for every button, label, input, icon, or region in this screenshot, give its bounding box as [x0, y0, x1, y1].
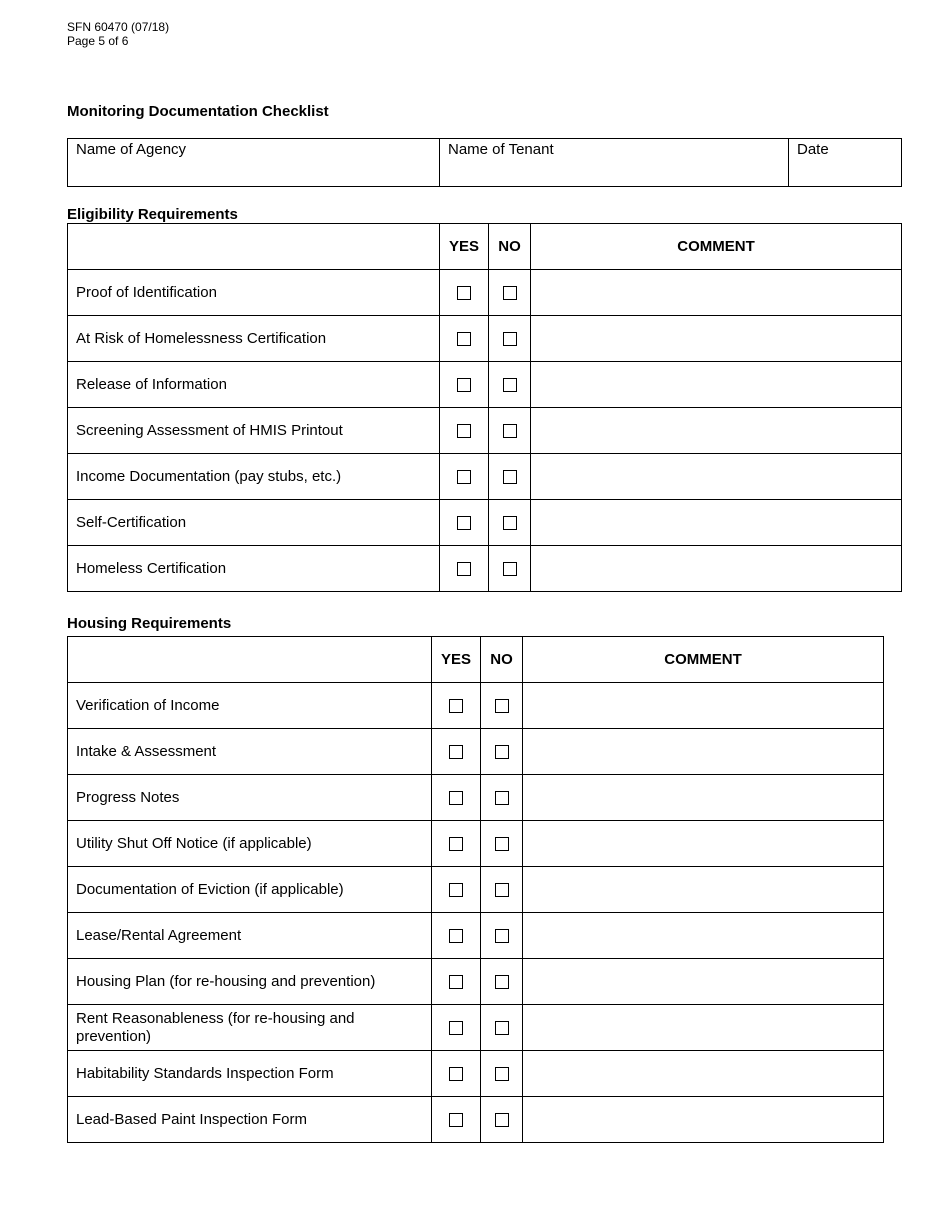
housing-yes-checkbox[interactable] — [449, 1067, 463, 1081]
eligibility-yes-checkbox[interactable] — [457, 516, 471, 530]
housing-yes-checkbox[interactable] — [449, 791, 463, 805]
eligibility-header-yes: YES — [440, 224, 489, 270]
housing-table — [67, 636, 884, 1143]
housing-item-label — [68, 1051, 432, 1097]
housing-row — [68, 821, 884, 867]
eligibility-item-text: Release of Information — [76, 375, 227, 393]
housing-comment-field[interactable] — [523, 821, 884, 867]
eligibility-no-checkbox[interactable] — [503, 516, 517, 530]
eligibility-yes-cell — [440, 500, 489, 546]
eligibility-comment-field[interactable] — [531, 362, 902, 408]
housing-row — [68, 867, 884, 913]
housing-yes-checkbox[interactable] — [449, 837, 463, 851]
eligibility-yes-cell — [440, 546, 489, 592]
housing-yes-cell — [432, 775, 481, 821]
eligibility-no-cell — [489, 270, 531, 316]
eligibility-item-text: At Risk of Homelessness Certification — [76, 329, 327, 347]
eligibility-item-text: Proof of Identification — [76, 283, 217, 301]
eligibility-yes-cell — [440, 362, 489, 408]
housing-no-cell — [481, 1051, 523, 1097]
eligibility-no-checkbox[interactable] — [503, 332, 517, 346]
housing-no-checkbox[interactable] — [495, 929, 509, 943]
eligibility-yes-checkbox[interactable] — [457, 332, 471, 346]
eligibility-comment-field[interactable] — [531, 408, 902, 454]
eligibility-no-checkbox[interactable] — [503, 562, 517, 576]
housing-item-label — [68, 1005, 432, 1051]
eligibility-row — [68, 316, 902, 362]
page-number: Page 5 of 6 — [67, 34, 129, 48]
housing-item-label — [68, 775, 432, 821]
housing-no-checkbox[interactable] — [495, 1021, 509, 1035]
eligibility-item-text: Homeless Certification — [76, 559, 227, 577]
housing-no-cell — [481, 913, 523, 959]
eligibility-no-checkbox[interactable] — [503, 424, 517, 438]
page-title: Monitoring Documentation Checklist — [67, 103, 329, 120]
date-label: Date — [797, 141, 829, 158]
housing-yes-checkbox[interactable] — [449, 883, 463, 897]
agency-field[interactable] — [68, 139, 440, 187]
housing-header-comment: COMMENT — [523, 637, 884, 683]
housing-yes-cell — [432, 729, 481, 775]
eligibility-row — [68, 270, 902, 316]
housing-item-text: Lead-Based Paint Inspection Form — [76, 1110, 307, 1128]
eligibility-header-blank — [68, 224, 440, 270]
housing-comment-field[interactable] — [523, 1097, 884, 1143]
eligibility-title: Eligibility Requirements — [67, 206, 238, 223]
housing-yes-checkbox[interactable] — [449, 1021, 463, 1035]
housing-yes-cell — [432, 913, 481, 959]
housing-item-text: Lease/Rental Agreement — [76, 926, 242, 944]
eligibility-no-cell — [489, 454, 531, 500]
housing-yes-checkbox[interactable] — [449, 745, 463, 759]
eligibility-item-label — [68, 546, 440, 592]
eligibility-yes-cell — [440, 270, 489, 316]
eligibility-no-cell — [489, 546, 531, 592]
form-header — [67, 20, 169, 48]
info-table — [67, 138, 902, 187]
tenant-label: Name of Tenant — [448, 141, 554, 158]
eligibility-no-checkbox[interactable] — [503, 470, 517, 484]
eligibility-yes-cell — [440, 454, 489, 500]
housing-no-cell — [481, 1097, 523, 1143]
housing-title: Housing Requirements — [67, 615, 232, 632]
housing-no-checkbox[interactable] — [495, 745, 509, 759]
housing-yes-checkbox[interactable] — [449, 929, 463, 943]
eligibility-header-no: NO — [489, 224, 531, 270]
housing-item-text: Intake & Assessment — [76, 742, 217, 760]
housing-header-blank — [68, 637, 432, 683]
housing-no-cell — [481, 775, 523, 821]
housing-yes-checkbox[interactable] — [449, 975, 463, 989]
housing-yes-cell — [432, 867, 481, 913]
housing-item-label — [68, 959, 432, 1005]
eligibility-comment-field[interactable] — [531, 316, 902, 362]
housing-yes-cell — [432, 959, 481, 1005]
housing-no-checkbox[interactable] — [495, 1067, 509, 1081]
eligibility-row — [68, 362, 902, 408]
housing-comment-field[interactable] — [523, 913, 884, 959]
housing-row — [68, 729, 884, 775]
housing-item-text: Housing Plan (for re-housing and prevention) — [76, 972, 376, 990]
housing-yes-cell — [432, 1005, 481, 1051]
eligibility-no-cell — [489, 408, 531, 454]
housing-comment-field[interactable] — [523, 1005, 884, 1051]
housing-yes-checkbox[interactable] — [449, 699, 463, 713]
housing-row — [68, 1005, 884, 1051]
eligibility-no-cell — [489, 316, 531, 362]
housing-item-label — [68, 683, 432, 729]
eligibility-item-label — [68, 500, 440, 546]
housing-header-yes: YES — [432, 637, 481, 683]
housing-yes-cell — [432, 1051, 481, 1097]
housing-row — [68, 959, 884, 1005]
eligibility-no-checkbox[interactable] — [503, 378, 517, 392]
eligibility-table — [67, 223, 902, 592]
date-field[interactable] — [789, 139, 902, 187]
eligibility-item-label — [68, 316, 440, 362]
eligibility-item-label — [68, 454, 440, 500]
housing-comment-field[interactable] — [523, 775, 884, 821]
housing-no-cell — [481, 729, 523, 775]
eligibility-no-cell — [489, 500, 531, 546]
eligibility-yes-checkbox[interactable] — [457, 378, 471, 392]
housing-row — [68, 775, 884, 821]
eligibility-yes-checkbox[interactable] — [457, 286, 471, 300]
housing-row — [68, 913, 884, 959]
housing-comment-field[interactable] — [523, 1051, 884, 1097]
housing-item-label — [68, 913, 432, 959]
housing-item-text: Habitability Standards Inspection Form — [76, 1064, 334, 1082]
eligibility-item-text: Screening Assessment of HMIS Printout — [76, 421, 343, 439]
agency-label: Name of Agency — [76, 141, 187, 158]
eligibility-header-comment: COMMENT — [531, 224, 902, 270]
eligibility-no-cell — [489, 362, 531, 408]
eligibility-comment-field[interactable] — [531, 270, 902, 316]
eligibility-row — [68, 546, 902, 592]
housing-header-no: NO — [481, 637, 523, 683]
tenant-field[interactable] — [440, 139, 789, 187]
housing-no-checkbox[interactable] — [495, 699, 509, 713]
eligibility-row — [68, 454, 902, 500]
housing-item-text: Progress Notes — [76, 788, 180, 806]
housing-item-label — [68, 821, 432, 867]
housing-item-text: Rent Reasonableness (for re-housing and prevention) — [76, 1009, 355, 1045]
eligibility-item-label — [68, 408, 440, 454]
housing-no-checkbox[interactable] — [495, 975, 509, 989]
eligibility-row — [68, 500, 902, 546]
housing-row — [68, 1051, 884, 1097]
eligibility-yes-checkbox[interactable] — [457, 470, 471, 484]
eligibility-yes-checkbox[interactable] — [457, 424, 471, 438]
housing-comment-field[interactable] — [523, 683, 884, 729]
eligibility-comment-field[interactable] — [531, 546, 902, 592]
housing-no-checkbox[interactable] — [495, 883, 509, 897]
housing-item-label — [68, 1097, 432, 1143]
housing-item-text: Utility Shut Off Notice (if applicable) — [76, 834, 312, 852]
housing-no-checkbox[interactable] — [495, 837, 509, 851]
eligibility-yes-cell — [440, 408, 489, 454]
eligibility-no-checkbox[interactable] — [503, 286, 517, 300]
housing-no-cell — [481, 867, 523, 913]
housing-comment-field[interactable] — [523, 959, 884, 1005]
eligibility-comment-field[interactable] — [531, 500, 902, 546]
housing-row — [68, 1097, 884, 1143]
housing-row — [68, 683, 884, 729]
housing-item-label — [68, 867, 432, 913]
housing-yes-cell — [432, 1097, 481, 1143]
housing-no-checkbox[interactable] — [495, 1113, 509, 1127]
eligibility-item-label — [68, 362, 440, 408]
eligibility-item-label — [68, 270, 440, 316]
housing-comment-field[interactable] — [523, 729, 884, 775]
housing-yes-checkbox[interactable] — [449, 1113, 463, 1127]
housing-comment-field[interactable] — [523, 867, 884, 913]
housing-no-cell — [481, 821, 523, 867]
eligibility-yes-cell — [440, 316, 489, 362]
eligibility-row — [68, 408, 902, 454]
housing-no-cell — [481, 683, 523, 729]
eligibility-comment-field[interactable] — [531, 454, 902, 500]
eligibility-item-text: Income Documentation (pay stubs, etc.) — [76, 467, 342, 485]
housing-no-cell — [481, 959, 523, 1005]
housing-yes-cell — [432, 683, 481, 729]
housing-no-checkbox[interactable] — [495, 791, 509, 805]
housing-item-label — [68, 729, 432, 775]
housing-item-text: Documentation of Eviction (if applicable) — [76, 880, 344, 898]
housing-no-cell — [481, 1005, 523, 1051]
form-number: SFN 60470 (07/18) — [67, 20, 170, 34]
housing-item-text: Verification of Income — [76, 696, 220, 714]
housing-yes-cell — [432, 821, 481, 867]
eligibility-item-text: Self-Certification — [76, 513, 187, 531]
eligibility-yes-checkbox[interactable] — [457, 562, 471, 576]
